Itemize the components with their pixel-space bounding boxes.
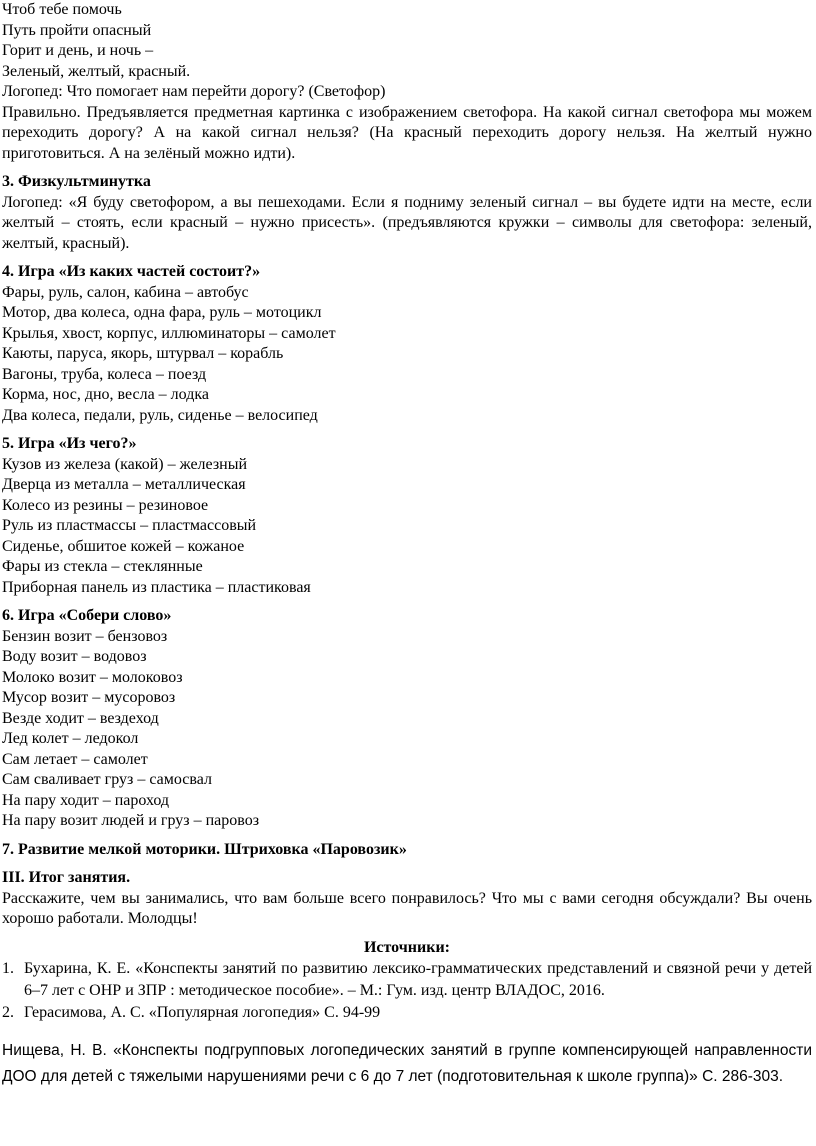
list-item: Фары, руль, салон, кабина – автобус [2,283,249,301]
poem [2,0,812,82]
list-item: Дверца из металла – металлическая [2,476,246,493]
section-III-text: Расскажите, чем вы занимались, что вам больше всего понравилось? Что мы с вами сегодня обсуждали? Вы очень хорошо работали. Молодцы! [2,889,812,927]
list-item: Везде ходит – вездеход [2,709,159,727]
source-number: 2. [2,1004,14,1021]
list-item: Колесо из резины – резиновое [2,496,209,514]
source-text: Герасимова, А. С. «Популярная логопедия» С. 94-99 [24,1004,381,1021]
list-item: Лед колет – ледокол [2,730,139,747]
section-7 [2,840,812,861]
section-4-title: 4. Игра «Из каких частей состоит?» [2,263,261,280]
list-item: Сиденье, обшитое кожей – кожаное [2,537,245,555]
list-item: Бензин возит – бензовоз [2,627,168,645]
list-item: На пару ходит – пароход [2,791,170,809]
list-item: Сам сваливает груз – самосвал [2,771,212,788]
sources [2,938,812,1091]
list-item: Каюты, паруса, якорь, штурвал – корабль [2,345,284,362]
list-item: Кузов из железа (какой) – железный [2,455,248,473]
section-3-text: Логопед: «Я буду светофором, а вы пешеходами. Если я подниму зеленый сигнал – вы будете идти на месте, если желтый – стоять, если красный – нужно присесть». (предъявляются кружки – символы для светофора: зеленый, желтый, красный). [2,193,812,252]
source-item [2,1002,812,1024]
list-item: На пару возит людей и груз – паровоз [2,812,260,829]
section-III [2,868,812,930]
poem-line: Зеленый, желтый, красный. [2,62,191,80]
section-3-title: 3. Физкультминутка [2,173,151,190]
section-4 [2,262,812,426]
question-text: Логопед: Что помогает нам перейти дорогу? (Светофор) [2,83,386,100]
list-item: Вагоны, труба, колеса – поезд [2,365,207,383]
list-item: Корма, нос, дно, весла – лодка [2,386,209,403]
poem-line: Путь пройти опасный [2,21,152,39]
section-3 [2,172,812,254]
poem-line: Горит и день, и ночь – [2,42,154,59]
section-III-title: III. Итог занятия. [2,869,131,886]
list-item: Приборная панель из пластика – пластиковая [2,578,311,596]
list-item: Мотор, два колеса, одна фара, руль – мотоцикл [2,304,322,321]
list-item: Два колеса, педали, руль, сиденье – велосипед [2,406,318,424]
sources-list [2,958,812,1024]
list-item: Молоко возит – молоковоз [2,668,183,686]
source-item [2,958,812,1002]
section-6 [2,606,812,832]
list-item: Крылья, хвост, корпус, иллюминаторы – самолет [2,324,336,342]
list-item: Сам летает – самолет [2,750,148,768]
list-item: Фары из стекла – стеклянные [2,558,203,575]
poem-line: Чтоб тебе помочь [2,1,122,18]
list-item: Мусор возит – мусоровоз [2,689,176,706]
section-5 [2,434,812,598]
section-7-title: 7. Развитие мелкой моторики. Штриховка «Паровозик» [2,840,407,858]
source-text: Бухарина, К. Е. «Конспекты занятий по развитию лексико-грамматических представлений и связной речи у детей 6–7 лет с ОНР и ЗПР : методическое пособие». – М.: Гум. изд. центр ВЛАДОС, 2016. [24,960,812,999]
answer-text: Правильно. Предъявляется предметная картинка с изображением светофора. На какой сигнал светофора мы можем переходить дорогу? А на какой сигнал нельзя? (На красный переходить дорогу нельзя. На желтый нужно приготовиться. А на зелёный можно идти). [2,103,812,162]
list-item: Руль из пластмассы – пластмассовый [2,517,257,534]
section-6-title: 6. Игра «Собери слово» [2,607,172,624]
list-item: Воду возит – водовоз [2,648,147,665]
sources-title: Источники: [363,938,450,956]
source-number: 1. [2,960,14,977]
source-extra: Нищева, Н. В. «Конспекты подгрупповых логопедических занятий в группе компенсирующей направленности ДОО для детей с тяжелыми нарушениями речи с 6 до 7 лет (подготовительная к школе группа)» С. 286-303. [2,1042,812,1085]
section-5-title: 5. Игра «Из чего?» [2,435,137,452]
